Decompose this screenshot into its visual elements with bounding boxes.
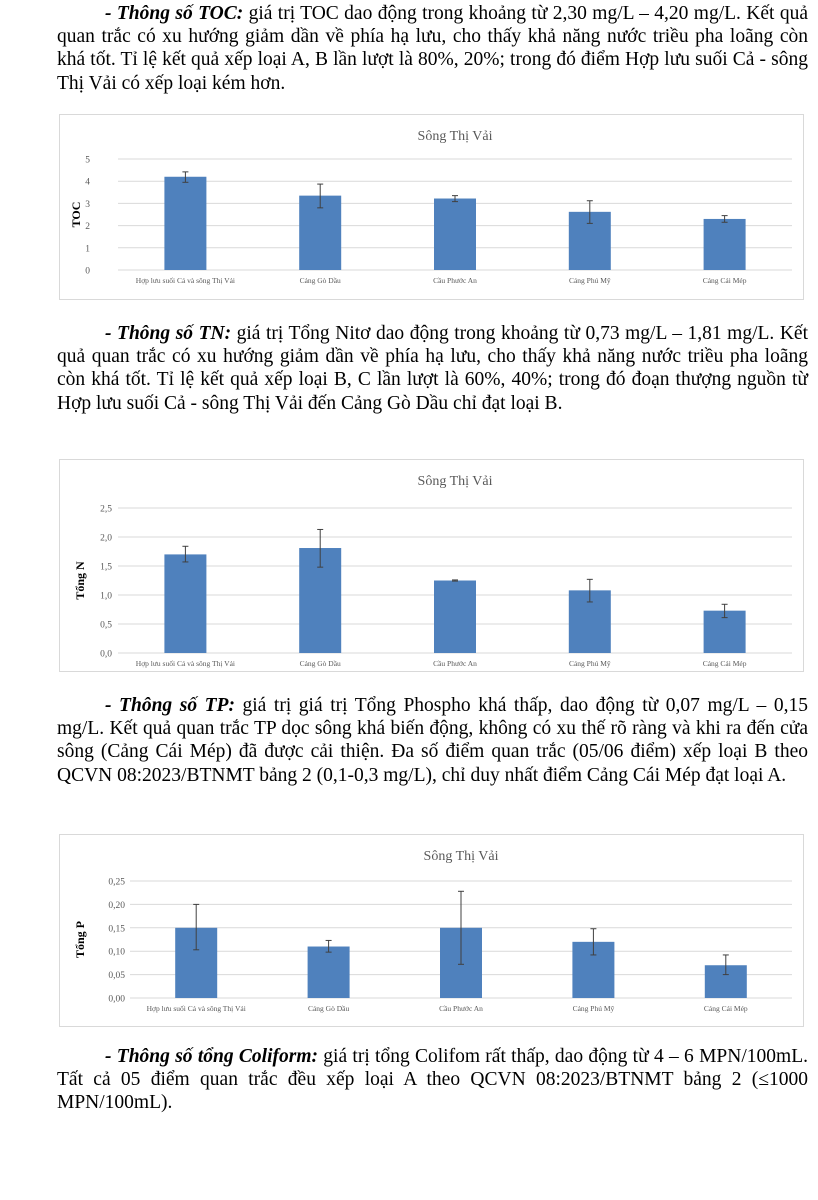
y-tick-label: 0,20 xyxy=(108,900,125,911)
bar xyxy=(434,581,476,654)
coliform-heading: - Thông số tổng Coliform: xyxy=(105,1046,318,1067)
y-tick-label: 3 xyxy=(85,199,90,210)
bar xyxy=(164,177,206,270)
y-axis-label: TOC xyxy=(69,201,83,228)
toc-chart-svg xyxy=(60,115,805,301)
y-tick-label: 4 xyxy=(85,177,90,188)
x-tick-label: Hợp lưu suối Cả và sông Thị Vải xyxy=(146,1004,246,1013)
toc-chart xyxy=(59,114,804,300)
bar xyxy=(308,947,350,998)
x-tick-label: Cảng Phú Mỹ xyxy=(568,276,611,285)
x-tick-label: Cầu Phước An xyxy=(433,659,477,668)
tn-heading: - Thông số TN: xyxy=(105,323,232,344)
toc-paragraph xyxy=(57,2,808,95)
coliform-paragraph xyxy=(57,1045,808,1115)
tn-text: giá trị Tổng Nitơ dao động trong khoảng từ 0,73 mg/L – 1,81 mg/L. Kết quả quan trắc có xu hướng giảm dần về phía hạ lưu, cho thấy khả năng nước triều pha loãng còn khá tốt. Tỉ lệ kết quả xếp loại B, C lần lượt là 60%, 40%; trong đó đoạn thượng nguồn từ Hợp lưu suối Cả - sông Thị Vải đến Cảng Gò Dầu chỉ đạt loại B. xyxy=(57,323,809,414)
toc-heading: - Thông số TOC: xyxy=(105,3,244,24)
tp-chart xyxy=(59,834,804,1027)
x-tick-label: Cầu Phước An xyxy=(439,1004,483,1013)
y-axis-label: Tổng N xyxy=(73,561,87,600)
y-tick-label: 0,00 xyxy=(108,994,125,1005)
chart-title: Sông Thị Vải xyxy=(423,849,499,864)
y-tick-label: 0,15 xyxy=(108,924,125,935)
y-tick-label: 1 xyxy=(85,244,90,255)
y-tick-label: 2,5 xyxy=(100,504,112,515)
x-tick-label: Cảng Phú Mỹ xyxy=(568,659,611,668)
x-tick-label: Cảng Cái Mép xyxy=(702,276,747,285)
y-tick-label: 0,05 xyxy=(108,971,125,982)
tp-chart-svg xyxy=(60,835,805,1028)
bar xyxy=(164,554,206,653)
tn-paragraph xyxy=(57,322,808,415)
y-axis-label: Tổng P xyxy=(73,920,87,959)
x-tick-label: Cầu Phước An xyxy=(433,276,477,285)
x-tick-label: Hợp lưu suối Cả và sông Thị Vải xyxy=(135,659,236,668)
chart-title: Sông Thị Vải xyxy=(417,129,493,144)
tp-text: giá trị giá trị Tổng Phospho khá thấp, dao động từ 0,07 mg/L – 0,15 mg/L. Kết quả quan trắc TP dọc sông khá biến động, không có xu thế rõ ràng và khi ra đến cửa sông (Cảng Cái Mép) đã được cải thiện. Đa số điểm quan trắc (05/06 điểm) xếp loại B theo QCVN 08:2023/BTNMT bảng 2 (0,1-0,3 mg/L), chỉ duy nhất điểm Cảng Cái Mép đạt loại A. xyxy=(57,695,808,786)
y-tick-label: 2 xyxy=(85,222,90,233)
x-tick-label: Cảng Cái Mép xyxy=(702,659,747,668)
y-tick-label: 5 xyxy=(85,155,90,166)
y-tick-label: 0,10 xyxy=(108,947,125,958)
tp-paragraph xyxy=(57,694,808,787)
y-tick-label: 1,0 xyxy=(100,591,112,602)
x-tick-label: Hợp lưu suối Cả và sông Thị Vải xyxy=(135,276,236,285)
y-tick-label: 0,25 xyxy=(108,877,125,888)
x-tick-label: Cảng Gò Dầu xyxy=(299,659,341,668)
y-tick-label: 0,5 xyxy=(100,620,112,631)
toc-text: giá trị TOC dao động trong khoảng từ 2,30 mg/L – 4,20 mg/L. Kết quả quan trắc có xu hướng giảm dần về phía hạ lưu, cho thấy khả năng nước triều pha loãng còn khá tốt. Tỉ lệ kết quả xếp loại A, B lần lượt là 80%, 20%; trong đó điểm Hợp lưu suối Cả - sông Thị Vải có xếp loại kém hơn. xyxy=(57,3,808,94)
tn-chart xyxy=(59,459,804,672)
y-tick-label: 0,0 xyxy=(100,649,112,660)
x-tick-label: Cảng Phú Mỹ xyxy=(572,1004,615,1013)
tn-chart-svg xyxy=(60,460,805,673)
bar xyxy=(434,199,476,270)
tp-heading: - Thông số TP: xyxy=(105,695,235,716)
chart-title: Sông Thị Vải xyxy=(417,474,493,489)
x-tick-label: Cảng Gò Dầu xyxy=(307,1004,350,1013)
x-tick-label: Cảng Gò Dầu xyxy=(299,276,341,285)
x-tick-label: Cảng Cái Mép xyxy=(703,1004,748,1013)
coliform-text: giá trị tổng Colifom rất thấp, dao động từ 4 – 6 MPN/100mL. Tất cả 05 điểm quan trắc đều xếp loại A theo QCVN 08:2023/BTNMT bảng 2 (≤1000 MPN/100mL). xyxy=(57,1046,808,1114)
y-tick-label: 2,0 xyxy=(100,533,112,544)
bar xyxy=(704,219,746,270)
y-tick-label: 0 xyxy=(85,266,90,277)
y-tick-label: 1,5 xyxy=(100,562,112,573)
